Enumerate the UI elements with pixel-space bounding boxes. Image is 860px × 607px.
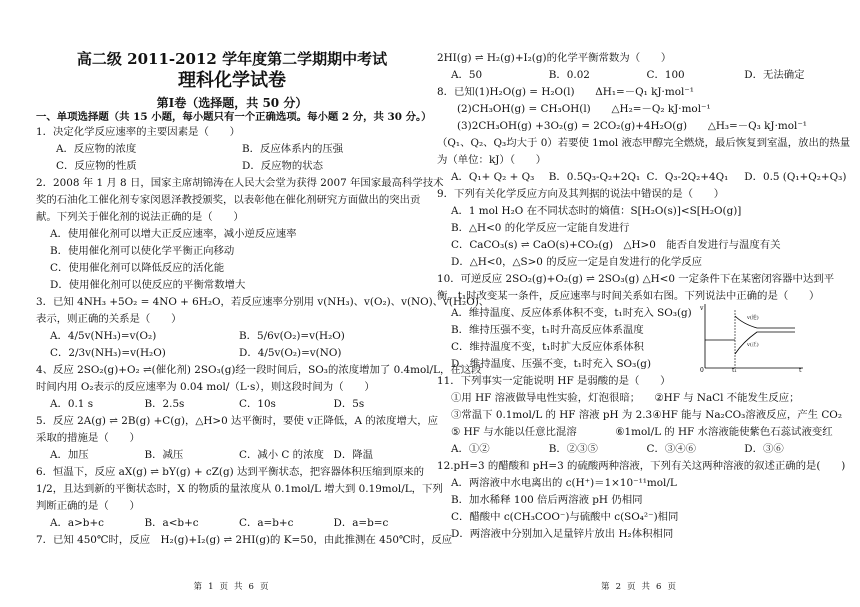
q4-option-d: D．5s	[333, 398, 365, 410]
q4-option-a: A．0.1 s	[50, 398, 94, 410]
exam-title: 高二级 2011-2012 学年度第二学期期中考试	[76, 50, 388, 68]
q9-option-d: D．△H<0，△S>0 的反应一定是自发进行的化学反应	[451, 256, 703, 268]
graph-fwd-label: v(正)	[747, 342, 759, 348]
q7-option-d: D．无法确定	[744, 69, 805, 81]
q9-option-b: B．△H<0 的化学反应一定能自发进行	[451, 222, 630, 234]
q12-option-d: D．两溶液中分别加入足量锌片放出 H₂体积相同	[451, 528, 674, 540]
q4-options	[36, 398, 428, 411]
q12-option-b: B．加水稀释 100 倍后两溶液 pH 仍相同	[451, 494, 643, 506]
q6-options	[36, 517, 428, 530]
q7-cont: 2HI(g) ⇌ H₂(g)+I₂(g)的化学平衡常数为（ ）	[437, 52, 672, 64]
q8-line4: （Q₁、Q₂、Q₃均大于 0）若要使 1mol 液态甲醇完全燃烧，最后恢复到室温，放出的热量	[437, 137, 851, 149]
q6-option-a: A．a>b+c	[50, 517, 104, 529]
footer-right-b: 页	[626, 582, 638, 592]
page-footer-right	[437, 582, 842, 592]
q9-option-c: C．CaCO₃(s) ⇌ CaO(s)+CO₂(g) △H>0 能否自发进行与温度有关	[451, 239, 781, 251]
q1-options-row1	[36, 143, 428, 156]
q10-line2: 衡。t₁时改变某一条件，反应速率与时间关系如右图。下列说法中正确的是（ ）	[437, 290, 820, 302]
q10-option-b: B．维持压强不变，t₁时升高反应体系温度	[451, 324, 644, 336]
q3-option-c: C．2/3v(NH₃)=v(H₂O)	[50, 347, 166, 359]
q12-option-c: C．醋酸中 c(CH₃COO⁻)与硫酸中 c(SO₄²⁻)相同	[451, 511, 679, 523]
q8-option-c: C．Q₃-2Q₂+4Q₁	[646, 171, 729, 183]
q7-option-a: A．50	[451, 69, 483, 81]
footer-right-c: 共	[641, 582, 653, 592]
q8-line5: 为（单位：kJ）（ ）	[437, 154, 547, 166]
q5-option-b: B．减压	[144, 449, 184, 461]
graph-fwd-curve	[735, 332, 795, 354]
q8-line2: (2)CH₃OH(g) = CH₃OH(l) △H₂=－Q₂ kJ·mol⁻¹	[457, 103, 711, 115]
q8-line3: (3)2CH₃OH(g) +3O₂(g) = 2CO₂(g)+4H₂O(g) △H₃=－Q₃ kJ·mol⁻¹	[457, 120, 807, 132]
q2-option-b: B．使用催化剂可以使化学平衡正向移动	[50, 245, 235, 257]
q4-line1: 4、反应 2SO₂(g)+O₂ ⇌(催化剂) 2SO₃(g)经一段时间后，SO₃的浓度增加了 0.4mol/L，在这段	[36, 364, 482, 376]
subject-title: 理科化学试卷	[178, 70, 286, 91]
page-footer-left	[36, 582, 428, 592]
part-heading: 一、单项选择题（共 15 小题，每小题只有一个正确选项。每小题 2 分，共 30 分。）	[36, 111, 432, 123]
graph-rev-curve	[735, 316, 795, 328]
q6-line1: 6．恒温下，反应 aX(g) ⇌ bY(g) + cZ(g) 达到平衡状态，把容器体积压缩到原来的	[36, 466, 425, 478]
q10-option-d: D．维持温度、压强不变，t₁时充入 SO₃(g)	[451, 358, 652, 370]
q2-line1: 2．2008 年 1 月 8 日，国家主席胡锦涛在人民大会堂为获得 2007 年国家最高科学技术	[36, 177, 444, 189]
footer-left-page: 1	[208, 582, 216, 592]
graph-y-label: v	[700, 305, 704, 312]
q1-options-row2	[36, 160, 428, 173]
q12-line1: 12.pH=3 的醋酸和 pH=3 的硫酸两种溶液，下列有关这两种溶液的叙述正确的是( )	[437, 460, 846, 472]
q1-option-b: B．反应体系内的压强	[242, 143, 344, 155]
right-page	[437, 0, 851, 607]
q8-option-b: B．0.5Q₃-Q₂+2Q₁	[548, 171, 641, 183]
q6-line3: 判断正确的是（ ）	[36, 500, 140, 512]
graph-x-label: t	[799, 367, 802, 374]
graph-origin-label: 0	[700, 367, 704, 374]
q11-statements-row3	[437, 426, 842, 439]
q10-line1: 10．可逆反应 2SO₂(g)+O₂(g) ⇌ 2SO₃(g) △H<0 一定条件下在某密闭容器中达到平	[437, 273, 835, 285]
q5-option-d: D．降温	[333, 449, 374, 461]
q6-line2: 1/2，且达到新的平衡状态时，X 的物质的量浓度从 0.1mol/L 增大到 0.19mol/L，下列	[36, 483, 443, 495]
q3-option-b: B．5/6v(O₂)=v(H₂O)	[239, 330, 345, 342]
q3-line2: 表示，则正确的关系是（ ）	[36, 313, 182, 325]
footer-left-d: 页	[259, 582, 271, 592]
rate-time-graph	[699, 302, 809, 372]
q11-statements-row2	[437, 409, 842, 422]
q11-options	[437, 443, 842, 456]
q11-s6: ⑥1mol/L 的 HF 水溶液能使紫色石蕊试液变红	[615, 426, 833, 438]
q1-stem: 1．决定化学反应速率的主要因素是（ ）	[36, 126, 241, 138]
q12-option-a: A．两溶液中水电离出的 c(H⁺)＝1×10⁻¹¹mol/L	[451, 477, 677, 489]
q11-option-d: D．③⑥	[744, 443, 784, 455]
q8-option-a: A．Q₁+ Q₂ + Q₃	[451, 171, 535, 183]
q2-line2: 奖的石油化工催化剂专家闵恩泽教授颁奖，以表彰他在催化剂研究方面做出的突出贡	[36, 194, 421, 206]
q4-option-b: B．2.5s	[144, 398, 185, 410]
q6-option-b: B．a<b+c	[144, 517, 199, 529]
graph-rev-label: v(逆)	[747, 315, 759, 321]
q11-option-a: A．①②	[451, 443, 490, 455]
footer-left-c: 共	[234, 582, 245, 592]
q1-option-c: C．反应物的性质	[56, 160, 137, 172]
q2-line3: 献。下列关于催化剂的说法正确的是（ ）	[36, 211, 244, 223]
q5-line2: 采取的措施是（ ）	[36, 432, 140, 444]
footer-right-total: 6	[656, 582, 664, 592]
q1-option-a: A．反应物的浓度	[56, 143, 137, 155]
q5-options	[36, 449, 428, 462]
q3-option-d: D．4/5v(O₂)=v(NO)	[239, 347, 342, 359]
q7-option-c: C．100	[646, 69, 685, 81]
q2-option-a: A．使用催化剂可以增大正反应速率，减小逆反应速率	[50, 228, 297, 240]
q6-option-d: D．a=b=c	[333, 517, 389, 529]
q11-s2: ②HF 与 NaCl 不能发生反应；	[654, 392, 800, 404]
q11-s1: ①用 HF 溶液做导电性实验，灯泡很暗；	[451, 392, 641, 404]
q8-option-d: D．0.5 (Q₁+Q₂+Q₃)	[744, 171, 847, 183]
q3-options-row2	[36, 347, 428, 360]
q11-option-b: B．②③⑤	[548, 443, 598, 455]
q4-line2: 时间内用 O₂表示的反应速率为 0.04 mol/（L·s），则这段时间为（ ）	[36, 381, 375, 393]
footer-left-total: 6	[248, 582, 256, 592]
q8-line1: 8．已知(1)H₂O(g) = H₂O(l) ΔH₁=－Q₁ kJ·mol⁻¹	[437, 86, 694, 98]
footer-left-b: 页	[219, 582, 230, 592]
q1-option-d: D．反应物的状态	[242, 160, 324, 172]
footer-right-a: 第	[601, 582, 612, 592]
q2-option-d: D．使用催化剂可以使反应的平衡常数增大	[50, 279, 246, 291]
q9-option-a: A．1 mol H₂O 在不同状态时的熵值：S[H₂O(s)]<S[H₂O(g)]	[451, 205, 742, 217]
footer-right-page: 2	[615, 582, 623, 592]
q3-options-row1	[36, 330, 428, 343]
q8-options	[437, 171, 847, 184]
q2-option-c: C．使用催化剂可以降低反应的活化能	[50, 262, 225, 274]
graph-t1-label: t₁	[732, 367, 737, 374]
q10-option-c: C．维持温度不变，t₁时扩大反应体系体积	[451, 341, 644, 353]
q4-option-c: C．10s	[239, 398, 276, 410]
q6-option-c: C．a=b+c	[239, 517, 294, 529]
q11-statements-row1	[437, 392, 842, 405]
section-title: 第Ⅰ卷（选择题，共 50 分）	[156, 96, 308, 110]
q5-line1: 5．反应 2A(g) ⇌ 2B(g) +C(g)，△H>0 达平衡时，要使 v正降低，A 的浓度增大，应	[36, 415, 439, 427]
q7-options	[437, 69, 842, 82]
q9-line1: 9．下列有关化学反应方向及其判据的说法中错误的是（ ）	[437, 188, 725, 200]
q7-option-b: B．0.02	[548, 69, 590, 81]
q5-option-a: A．加压	[50, 449, 89, 461]
footer-left-a: 第	[193, 582, 205, 592]
q10-option-a: A．维持温度、反应体系体积不变，t₁时充入 SO₃(g)	[451, 307, 692, 319]
q7-line1: 7．已知 450℃时，反应 H₂(g)+I₂(g) ⇌ 2HI(g)的 K=50，由此推测在 450℃时，反应	[36, 534, 453, 546]
q11-s4: ④HF 能与 Na₂CO₃溶液反应，产生 CO₂	[652, 409, 842, 421]
q5-option-c: C．减小 C 的浓度	[239, 449, 324, 461]
q3-line1: 3．已知 4NH₃ +5O₂ = 4NO + 6H₂O，若反应速率分别用 v(NH₃)、v(O₂)、v(NO)、v(H₂O)、	[36, 296, 490, 308]
q11-option-c: C．③④⑥	[646, 443, 697, 455]
footer-right-d: 页	[667, 582, 678, 592]
q3-option-a: A．4/5v(NH₃)=v(O₂)	[50, 330, 157, 342]
q11-s3: ③常温下 0.1mol/L 的 HF 溶液 pH 为 2.3	[451, 409, 653, 421]
q11-s5: ⑤ HF 与水能以任意比混溶	[451, 426, 577, 438]
q11-line1: 11．下列事实一定能说明 HF 是弱酸的是（ ）	[437, 375, 671, 387]
